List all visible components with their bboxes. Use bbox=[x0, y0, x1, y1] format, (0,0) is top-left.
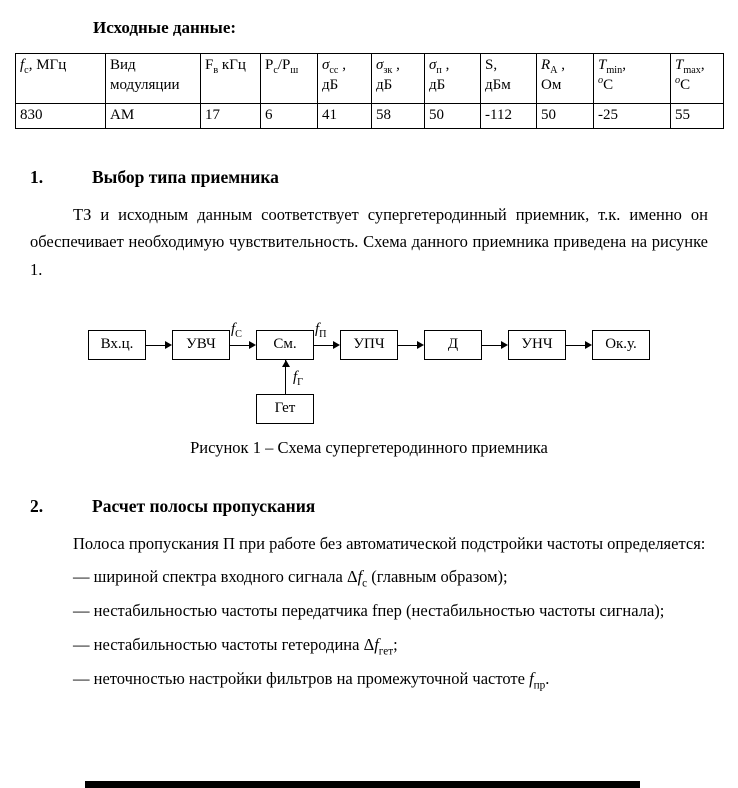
bullet-item: — нестабильностью частоты передатчика fпер (нестабильностью частоты сигнала); bbox=[73, 601, 665, 621]
diagram-block-mixer: См. bbox=[256, 330, 314, 360]
table-value-cell: 55 bbox=[671, 104, 724, 129]
diagram-block-generator: Гет bbox=[256, 394, 314, 424]
diagram-block-input-circuit: Вх.ц. bbox=[88, 330, 146, 360]
bullet-item: — шириной спектра входного сигнала $\Delta f_с$ (главным образом); bbox=[73, 567, 508, 590]
arrow-right-icon bbox=[230, 320, 256, 351]
table-header-cell: $R_А$ , Ом bbox=[537, 54, 594, 104]
section-2-number: 2. bbox=[30, 495, 44, 516]
table-header-cell: $T_{min}$, $^о$С bbox=[594, 54, 671, 104]
bullet-item: — неточностью настройки фильтров на промежуточной частоте $f_{пр}$. bbox=[73, 668, 550, 691]
initial-data-table bbox=[15, 53, 724, 129]
table-value-cell: 50 bbox=[537, 104, 594, 129]
mixer-with-generator bbox=[256, 330, 314, 417]
diagram-block-detector: Д bbox=[424, 330, 482, 360]
section-2-title: Расчет полосы пропускания bbox=[92, 495, 316, 516]
cropped-formula-bar bbox=[85, 781, 640, 788]
table-value-row bbox=[16, 104, 724, 129]
table-value-cell: -25 bbox=[594, 104, 671, 129]
diagram-block-output: Ок.у. bbox=[592, 330, 650, 360]
table-value-cell: 50 bbox=[425, 104, 481, 129]
table-value-cell: 830 bbox=[16, 104, 106, 129]
section-2-heading bbox=[30, 496, 708, 517]
section-1-title: Выбор типа приемника bbox=[92, 166, 279, 187]
diagram-chain bbox=[15, 308, 723, 417]
diagram-block-uvch: УВЧ bbox=[172, 330, 230, 360]
table-header-cell: $\sigma_п$ , дБ bbox=[425, 54, 481, 104]
diagram-block-upch: УПЧ bbox=[340, 330, 398, 360]
table-header-cell: $Р_с/Р_ш$ bbox=[261, 54, 318, 104]
table-header-cell: $T_{max}$, $^о$С bbox=[671, 54, 724, 104]
table-header-cell: $\sigma_{зк}$ , дБ bbox=[372, 54, 425, 104]
table-value-cell: 17 bbox=[201, 104, 261, 129]
receiver-block-diagram bbox=[15, 308, 723, 426]
table-header-row bbox=[16, 54, 724, 104]
section-1-number: 1. bbox=[30, 166, 44, 187]
diagram-block-unch: УНЧ bbox=[508, 330, 566, 360]
label-fg: $f_Г$ bbox=[293, 368, 304, 388]
table-header-cell: $F_в$ кГц bbox=[201, 54, 261, 104]
table-value-cell: -112 bbox=[481, 104, 537, 129]
table-header-cell: $\sigma_{сс}$ , дБ bbox=[318, 54, 372, 104]
label-fc: $f_С$ bbox=[231, 320, 242, 340]
arrow-right-icon bbox=[482, 339, 508, 351]
figure-caption: Рисунок 1 – Схема супергетеродинного приемника bbox=[190, 437, 548, 457]
doc-heading: Исходные данные: bbox=[93, 18, 237, 37]
table-value-cell: 41 bbox=[318, 104, 372, 129]
label-fp: $f_П$ bbox=[315, 320, 327, 340]
section-1-heading bbox=[30, 167, 708, 188]
table-header-cell: S, дБм bbox=[481, 54, 537, 104]
section-2-intro: Полоса пропускания П при работе без автоматической подстройки частоты определяется: bbox=[73, 533, 706, 553]
bullet-item: — нестабильностью частоты гетеродина $\Delta f_{гет}$; bbox=[73, 634, 398, 658]
arrow-right-icon bbox=[566, 339, 592, 351]
arrow-right-icon bbox=[146, 339, 172, 351]
arrow-up-icon bbox=[285, 360, 286, 394]
table-value-cell: АМ bbox=[106, 104, 201, 129]
arrow-right-icon bbox=[314, 320, 340, 351]
section-1-paragraph: ТЗ и исходным данным соответствует супергетеродинный приемник, т.к. именно он обеспечивает необходимую чувствительность. Схема данного приемника приведена на рисунке 1. bbox=[30, 204, 708, 279]
table-header-cell: Вид модуляции bbox=[106, 54, 201, 104]
table-value-cell: 6 bbox=[261, 104, 318, 129]
table-value-cell: 58 bbox=[372, 104, 425, 129]
table-header-cell: $f_с$, МГц bbox=[16, 54, 106, 104]
arrow-right-icon bbox=[398, 339, 424, 351]
